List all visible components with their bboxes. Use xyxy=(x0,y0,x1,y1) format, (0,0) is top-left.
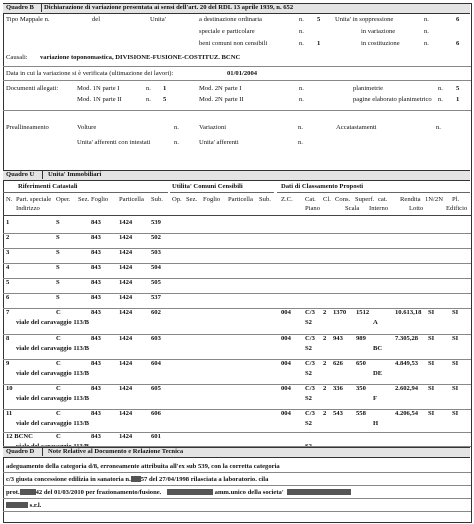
cell-superf: 650 xyxy=(356,360,366,367)
intestati-label: Unita' afferenti con intestati xyxy=(77,139,151,146)
col-particella2: Particella xyxy=(228,196,253,203)
speciale-n: n. xyxy=(299,28,304,35)
cell-oper: S xyxy=(56,219,60,226)
note-line-2 xyxy=(6,476,268,484)
accatastamenti-n: n. xyxy=(436,124,441,131)
note-line-3a: prot. xyxy=(6,489,20,496)
cell-pl: SI xyxy=(452,309,459,316)
mod2n-p2-n: n. xyxy=(299,96,304,103)
cell-foglio: 843 xyxy=(91,219,101,226)
cell-n1n2n: SI xyxy=(428,360,435,367)
cell-n: 10 xyxy=(6,385,13,392)
cell-sub: 602 xyxy=(151,309,161,316)
soppressione-label: Unita' in soppressione xyxy=(335,16,394,23)
cell-sub: 603 xyxy=(151,335,161,342)
dest-ordinaria-value: 5 xyxy=(317,16,321,23)
cell-zc: 004 xyxy=(281,360,291,367)
unita-label: Unita' xyxy=(150,16,166,23)
cell-cl: 2 xyxy=(323,309,327,316)
cell-scala: S2 xyxy=(305,319,312,326)
pagine-n: n. xyxy=(438,96,443,103)
cell-oper: C xyxy=(56,335,61,342)
cell-scala: S2 xyxy=(305,370,312,377)
cell-pl: SI xyxy=(452,385,459,392)
mod1n-p2: Mod. 1N parte II xyxy=(77,96,122,103)
quadro-u-label: Quadro U xyxy=(6,171,35,178)
cell-oper: S xyxy=(56,234,60,241)
cell-foglio: 843 xyxy=(91,264,101,271)
cell-addr: viale del caravaggio 113/B xyxy=(16,319,90,326)
cell-n1n2n: SI xyxy=(428,335,435,342)
row-divider xyxy=(3,432,471,433)
col-sez2: Sez. xyxy=(186,196,198,203)
cell-cat: C/3 xyxy=(305,410,315,417)
cell-n: 12 BCNC xyxy=(6,433,33,440)
col-part: Part. speciale xyxy=(16,196,52,203)
note-line-1: adeguamento della categoria d/8, erroneamente attribuita all'ex sub 539, con la corretta categoria xyxy=(6,463,280,470)
non-censibili-n: n. xyxy=(299,40,304,47)
redacted-block xyxy=(6,502,28,508)
divider xyxy=(3,485,471,486)
col-op2: Op. xyxy=(172,196,182,203)
divider xyxy=(3,110,471,111)
row-divider xyxy=(3,233,471,234)
planimetrie-n: n. xyxy=(438,85,443,92)
divider xyxy=(3,215,471,216)
col-sub: Sub. xyxy=(151,196,163,203)
cell-superf: 989 xyxy=(356,335,366,342)
cell-pl: SI xyxy=(452,335,459,342)
cell-pl: SI xyxy=(452,410,459,417)
row-divider xyxy=(3,293,471,294)
cell-sub: 537 xyxy=(151,294,161,301)
row-divider xyxy=(3,248,471,249)
cell-oper: C xyxy=(56,309,61,316)
soppressione-n: n. xyxy=(424,16,429,23)
mod2n-p2: Mod. 2N parte II xyxy=(199,96,244,103)
cell-particella: 1424 xyxy=(119,264,133,271)
cell-cons: 336 xyxy=(333,385,343,392)
non-censibili-value: 1 xyxy=(317,40,321,47)
cell-cons: 626 xyxy=(333,360,343,367)
col-sub2: Sub. xyxy=(259,196,271,203)
cell-particella: 1424 xyxy=(119,360,133,367)
costituzione-value: 6 xyxy=(456,40,460,47)
cell-rendita: 2.602,94 xyxy=(395,385,419,392)
variazione-n: n. xyxy=(424,28,429,35)
cell-n: 1 xyxy=(6,219,10,226)
cell-oper: C xyxy=(56,385,61,392)
col-superf: Superf. xyxy=(355,196,375,203)
cell-foglio: 843 xyxy=(91,410,101,417)
variazioni-label: Variazioni xyxy=(199,124,227,131)
cell-foglio: 843 xyxy=(91,335,101,342)
divider xyxy=(3,511,471,512)
col-lotto: Lotto xyxy=(409,205,424,212)
quadro-b-title: Dichiarazione di variazione presentata ai sensi dell'art. 20 del RDL 13 aprile 1939, n. 652 xyxy=(44,4,294,11)
cell-pl: SI xyxy=(452,360,459,367)
cell-superf: 350 xyxy=(356,385,366,392)
dest-ordinaria-n: n. xyxy=(299,16,304,23)
redacted-block xyxy=(131,476,141,482)
mod1n-p1: Mod. 1N parte I xyxy=(77,85,120,92)
cell-cat: C/3 xyxy=(305,385,315,392)
cell-sub: 604 xyxy=(151,360,161,367)
cell-cat: C/3 xyxy=(305,360,315,367)
cell-particella: 1424 xyxy=(119,385,133,392)
cell-particella: 1424 xyxy=(119,410,133,417)
costituzione-n: n. xyxy=(424,40,429,47)
cell-cl: 2 xyxy=(323,360,327,367)
col-interno: Interno xyxy=(369,205,389,212)
causali-label: Causali: xyxy=(6,54,28,61)
cell-oper: C xyxy=(56,410,61,417)
cell-n1n2n: SI xyxy=(428,309,435,316)
cell-sub: 505 xyxy=(151,279,161,286)
mod1n-p2-n: n. xyxy=(146,96,151,103)
cell-sub: 504 xyxy=(151,264,161,271)
col-cons: Cons. xyxy=(335,196,351,203)
cell-lotto: H xyxy=(373,420,379,427)
cell-foglio: 843 xyxy=(91,433,101,440)
note-line-2b: 57 del 27/04/1998 rilasciata a laboratorio. cila xyxy=(140,476,269,483)
cell-lotto: F xyxy=(373,395,378,402)
divider xyxy=(41,3,42,12)
cell-particella: 1424 xyxy=(119,309,133,316)
cell-particella: 1424 xyxy=(119,279,133,286)
cell-cons: 943 xyxy=(333,335,343,342)
quadro-b-label: Quadro B xyxy=(6,4,34,11)
cell-zc: 004 xyxy=(281,385,291,392)
note-line-3 xyxy=(6,489,351,497)
redacted-block xyxy=(287,489,351,495)
cell-cons: 543 xyxy=(333,410,343,417)
col-piano: Piano xyxy=(305,205,321,212)
cell-n: 7 xyxy=(6,309,10,316)
cell-foglio: 843 xyxy=(91,309,101,316)
speciale-label: speciale e particolare xyxy=(199,28,255,35)
cell-foglio: 843 xyxy=(91,360,101,367)
cell-sub: 539 xyxy=(151,219,161,226)
cell-particella: 1424 xyxy=(119,234,133,241)
cell-foglio: 843 xyxy=(91,249,101,256)
cell-oper: C xyxy=(56,433,61,440)
divider xyxy=(3,472,471,473)
cell-n1n2n: SI xyxy=(428,410,435,417)
cell-n: 5 xyxy=(6,279,10,286)
cell-n: 8 xyxy=(6,335,10,342)
quadro-u-title: Unita' Immobiliari xyxy=(48,171,102,178)
divider xyxy=(42,170,43,179)
cell-cl: 2 xyxy=(323,385,327,392)
cell-rendita: 10.613,18 xyxy=(395,309,422,316)
note-line-3b: 42 del 01/03/2010 per frazionamento/fusione. xyxy=(35,489,162,496)
afferenti-label: Unita' afferenti xyxy=(199,139,239,146)
cell-particella: 1424 xyxy=(119,433,133,440)
cell-n: 4 xyxy=(6,264,10,271)
col-foglio: Foglio xyxy=(91,196,109,203)
variazione-label: in variazione xyxy=(361,28,396,35)
col-edificio: Edificio xyxy=(446,205,468,212)
cell-scala: S2 xyxy=(305,420,312,427)
note-line-4-text: s.r.l. xyxy=(29,502,42,509)
col-scala: Scala xyxy=(345,205,360,212)
cell-addr: viale del caravaggio 113/B xyxy=(16,420,90,427)
cell-cl: 2 xyxy=(323,410,327,417)
cell-foglio: 843 xyxy=(91,385,101,392)
costituzione-label: in costituzione xyxy=(361,40,400,47)
col-oper: Oper. xyxy=(56,196,71,203)
cell-particella: 1424 xyxy=(119,219,133,226)
cell-sub: 606 xyxy=(151,410,161,417)
col-cl: Cl. xyxy=(323,196,331,203)
cell-n: 11 xyxy=(6,410,13,417)
mod1n-p1-n: n. xyxy=(146,85,151,92)
cell-sub: 502 xyxy=(151,234,161,241)
redacted-block xyxy=(20,489,36,495)
volture-n: n. xyxy=(174,124,179,131)
cell-oper: S xyxy=(56,294,60,301)
cell-n: 3 xyxy=(6,249,10,256)
pagine-label: pagine elaborato planimetrico xyxy=(353,96,432,103)
pagine-value: 1 xyxy=(456,96,460,103)
causali-value: variazione toponomastica, DIVISIONE-FUSIONE-COSTITUZ. BCNC xyxy=(40,54,241,61)
col-cat: Cat. xyxy=(305,196,316,203)
quadro-d-label: Quadro D xyxy=(6,448,35,455)
cell-zc: 004 xyxy=(281,335,291,342)
documenti-label: Documenti allegati: xyxy=(6,85,59,92)
mod1n-p1-value: 1 xyxy=(163,85,167,92)
divider xyxy=(42,447,43,456)
cell-cat: C/3 xyxy=(305,335,315,342)
intestati-n: n. xyxy=(174,139,179,146)
cell-sub: 503 xyxy=(151,249,161,256)
cell-superf: 1512 xyxy=(356,309,370,316)
non-censibili-label: beni comuni non censibili xyxy=(199,40,268,47)
cell-n: 2 xyxy=(6,234,10,241)
cell-sub: 605 xyxy=(151,385,161,392)
data-value: 01/01/2004 xyxy=(227,70,258,77)
cell-oper: S xyxy=(56,264,60,271)
cell-particella: 1424 xyxy=(119,294,133,301)
divider xyxy=(3,80,471,81)
cell-particella: 1424 xyxy=(119,249,133,256)
divider xyxy=(277,192,470,193)
cell-oper: C xyxy=(56,360,61,367)
cell-oper: S xyxy=(56,279,60,286)
afferenti-n: n. xyxy=(298,139,303,146)
cell-superf: 558 xyxy=(356,410,366,417)
group-catastali: Riferimenti Catastali xyxy=(18,183,78,190)
dest-ordinaria-label: a destinazione ordinaria xyxy=(199,16,262,23)
cell-addr: viale del caravaggio 113/B xyxy=(16,345,90,352)
cell-rendita: 4.849,53 xyxy=(395,360,419,367)
col-sez: Sez. xyxy=(78,196,90,203)
mod2n-p1: Mod. 2N parte I xyxy=(199,85,242,92)
cell-rendita: 4.206,54 xyxy=(395,410,419,417)
quadro-d-title: Note Relative al Documento e Relazione Tecnica xyxy=(48,448,184,455)
planimetrie-label: planimetrie xyxy=(353,85,384,92)
cell-foglio: 843 xyxy=(91,234,101,241)
tipo-mappale-label: Tipo Mappale n. xyxy=(6,16,50,23)
cell-zc: 004 xyxy=(281,410,291,417)
note-line-2a: c/3 giusta concessione edilizia in sanatoria n. xyxy=(6,476,131,483)
cell-lotto: BC xyxy=(373,345,383,352)
cell-addr: viale del caravaggio 113/B xyxy=(16,395,90,402)
note-line-3c: amm.unico della societa' xyxy=(214,489,284,496)
cell-scala: S2 xyxy=(305,395,312,402)
col-n: N. xyxy=(6,196,13,203)
cell-scala: S2 xyxy=(305,345,312,352)
divider xyxy=(3,192,168,193)
note-line-4 xyxy=(6,502,41,510)
cell-zc: 004 xyxy=(281,309,291,316)
del-label: del xyxy=(92,16,101,23)
cell-lotto: DE xyxy=(373,370,383,377)
col-rendita: Rendita xyxy=(400,196,421,203)
soppressione-value: 6 xyxy=(456,16,460,23)
group-classamento: Dati di Classamento Proposti xyxy=(281,183,364,190)
cell-cl: 2 xyxy=(323,335,327,342)
cell-lotto: A xyxy=(373,319,378,326)
col-pl: Pl. xyxy=(452,196,460,203)
row-divider xyxy=(3,263,471,264)
col-catint: cat. xyxy=(378,196,388,203)
divider xyxy=(3,498,471,499)
data-label: Data in cui la variazione si è verificata (ultimazione dei lavori): xyxy=(6,70,174,77)
cell-n: 6 xyxy=(6,294,10,301)
mod1n-p2-value: 5 xyxy=(163,96,167,103)
col-zc: Z.C. xyxy=(281,196,293,203)
cell-rendita: 7.305,28 xyxy=(395,335,419,342)
cell-n: 9 xyxy=(6,360,10,367)
cell-cons: 1370 xyxy=(333,309,347,316)
divider xyxy=(170,192,274,193)
cell-n1n2n: SI xyxy=(428,385,435,392)
planimetrie-value: 5 xyxy=(456,85,460,92)
volture-label: Volture xyxy=(77,124,97,131)
cell-cat: C/3 xyxy=(305,309,315,316)
cell-particella: 1424 xyxy=(119,335,133,342)
cell-addr: viale del caravaggio 113/B xyxy=(16,370,90,377)
mod2n-p1-n: n. xyxy=(299,85,304,92)
group-censibili: Utilita' Comuni Censibili xyxy=(172,183,243,190)
cell-sub: 601 xyxy=(151,433,161,440)
redacted-block xyxy=(167,489,213,495)
col-foglio2: Foglio xyxy=(203,196,221,203)
variazioni-n: n. xyxy=(298,124,303,131)
cell-foglio: 843 xyxy=(91,294,101,301)
cell-oper: S xyxy=(56,249,60,256)
col-1n2n: 1N/2N xyxy=(425,196,443,203)
divider xyxy=(3,66,471,67)
col-particella: Particella xyxy=(119,196,144,203)
col-indirizzo: Indirizzo xyxy=(16,205,40,212)
preallineamento-label: Preallineamento xyxy=(6,124,49,131)
accatastamenti-label: Accatastamenti xyxy=(336,124,377,131)
cell-foglio: 843 xyxy=(91,279,101,286)
row-divider xyxy=(3,278,471,279)
